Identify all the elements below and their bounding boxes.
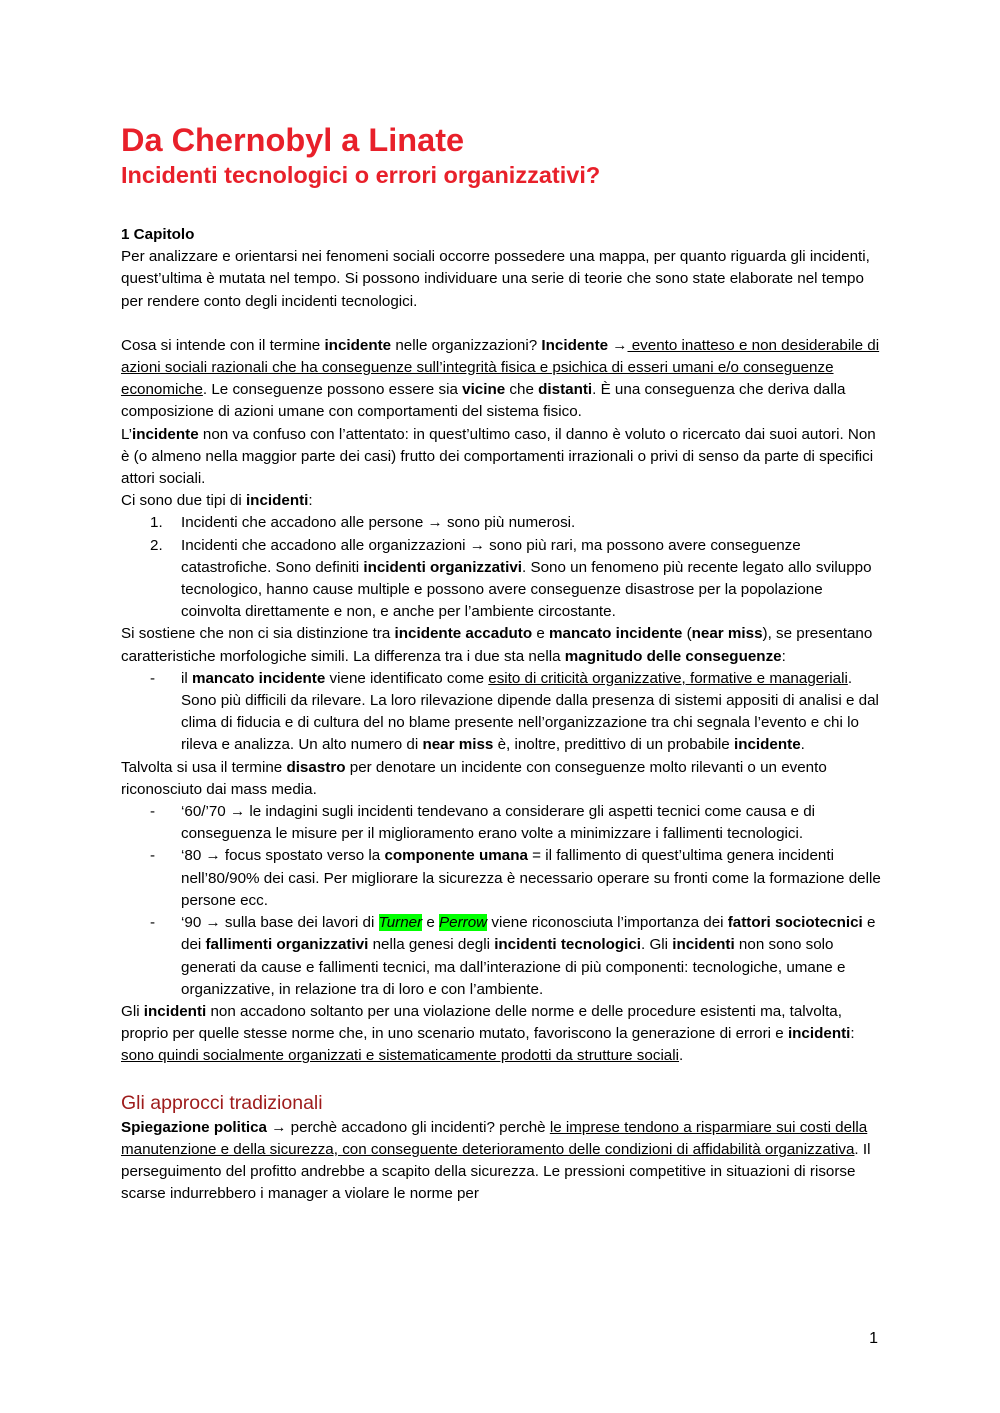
types-intro: Ci sono due tipi di incidenti: bbox=[121, 492, 313, 510]
highlight-perrow: Perrow bbox=[439, 914, 488, 932]
list-item: - il mancato incidente viene identificato come esito di criticità organizzative, formative e manageriali. Sono più difficili da rilevare. La loro rilevazione dipende dalla presenza di sistemi appositi di analisi e dal clima di fiducia e di cultura del no blame presente nell’organizzazione tra chi segnala l’evento e chi lo rileva e analizza. Un alto numero di near miss è, inoltre, predittivo di un probabile incidente. bbox=[150, 669, 879, 754]
decades-list bbox=[121, 801, 881, 1001]
list-item: - ‘80 → focus spostato verso la componente umana = il fallimento di quest’ultima genera incidenti nell’80/90% dei casi. Per migliorare la sicurezza è necessario operare su fronti come la formazione delle persone ecc. bbox=[150, 847, 881, 909]
list-item: 2. Incidenti che accadono alle organizzazioni → sono più rari, ma possono avere conseguenze catastrofiche. Sono definiti incidenti organizzativi. Sono un fenomeno più recente legato allo sviluppo tecnologico, hanno cause multiple e possono avere conseguenze disastrose per la popolazione coinvolta direttamente e non, e anche per l’ambiente circostante. bbox=[150, 536, 872, 621]
near-miss-list bbox=[121, 668, 881, 757]
types-list bbox=[121, 512, 881, 623]
section-heading: Gli approcci tradizionali bbox=[121, 1091, 323, 1114]
list-item: - ‘90 → sulla base dei lavori di Turner e Perrow viene riconosciuta l’importanza dei fattori sociotecnici e dei fallimenti organizzativi nella genesi degli incidenti tecnologici. Gli incidenti non sono solo generati da cause e fallimenti tecnici, ma dall’interazione di più componenti: tecnologiche, umane e organizzative, in relazione tra di loro e con l’ambiente. bbox=[150, 914, 876, 998]
political-explanation-paragraph: Spiegazione politica → perchè accadono gli incidenti? perchè le imprese tendono a risparmiare sui costi della manutenzione e della sicurezza, con conseguente deterioramento delle condizioni di affidabilità organizzativa. Il perseguimento del profitto andrebbe a scapito della sicurezza. Le pressioni competitive in situazioni di risorse scarse indurrebbero i manager a violare le norme per bbox=[121, 1118, 871, 1203]
attentato-paragraph: L’incidente non va confuso con l’attentato: in quest’ultimo caso, il danno è voluto o ricercato dai suoi autori. Non è (o almeno nella maggior parte dei casi) frutto dei comportamenti irrazionali o privi di senso da parte di specifici attori sociali. bbox=[121, 425, 876, 488]
intro-paragraph: Per analizzare e orientarsi nei fenomeni sociali occorre possedere una mappa, per quanto riguarda gli incidenti, quest’ultima è mutata nel tempo. Si possono individuare una serie di teorie che sono state elaborate nel tempo per rendere conto degli incidenti tecnologici. bbox=[121, 248, 870, 310]
document-title: Da Chernobyl a Linate bbox=[121, 122, 465, 158]
list-item: 1. Incidenti che accadono alle persone → sono più numerosi. bbox=[150, 514, 576, 532]
page-number: 1 bbox=[869, 1330, 878, 1347]
near-miss-paragraph: Si sostiene che non ci sia distinzione tra incidente accaduto e mancato incidente (near miss), se presentano caratteristiche morfologiche simili. La differenza tra i due sta nella magnitudo delle conseguenze: bbox=[121, 625, 873, 665]
disastro-paragraph: Talvolta si usa il termine disastro per denotare un incidente con conseguenze molto rilevanti o un evento riconosciuto dai mass media. bbox=[121, 758, 827, 798]
highlight-turner: Turner bbox=[378, 914, 423, 932]
definition-paragraph: Cosa si intende con il termine incidente nelle organizzazioni? Incidente → evento inatteso e non desiderabile di azioni sociali razionali che ha conseguenze sull’integrità fisica e psichica di esseri umani e/o conseguenze economiche. Le conseguenze possono essere sia vicine che distanti. È una conseguenza che deriva dalla composizione di azioni umane con comportamenti del sistema fisico. bbox=[121, 336, 880, 421]
list-item: - ‘60/’70 → le indagini sugli incidenti tendevano a considerare gli aspetti tecnici come causa e di conseguenza le misure per il miglioramento erano volte a minimizzare i fallimenti tecnologici. bbox=[150, 803, 816, 843]
chapter-heading: 1 Capitolo bbox=[121, 226, 195, 243]
document-page bbox=[121, 120, 881, 1205]
conclusion-paragraph: Gli incidenti non accadono soltanto per una violazione delle norme e delle procedure esistenti ma, talvolta, proprio per quelle stesse norme che, in uno scenario mutato, favoriscono la generazione di errori e incidenti: sono quindi socialmente organizzati e sistematicamente prodotti da strutture sociali. bbox=[121, 1002, 855, 1065]
document-subtitle: Incidenti tecnologici o errori organizzativi? bbox=[121, 162, 601, 188]
